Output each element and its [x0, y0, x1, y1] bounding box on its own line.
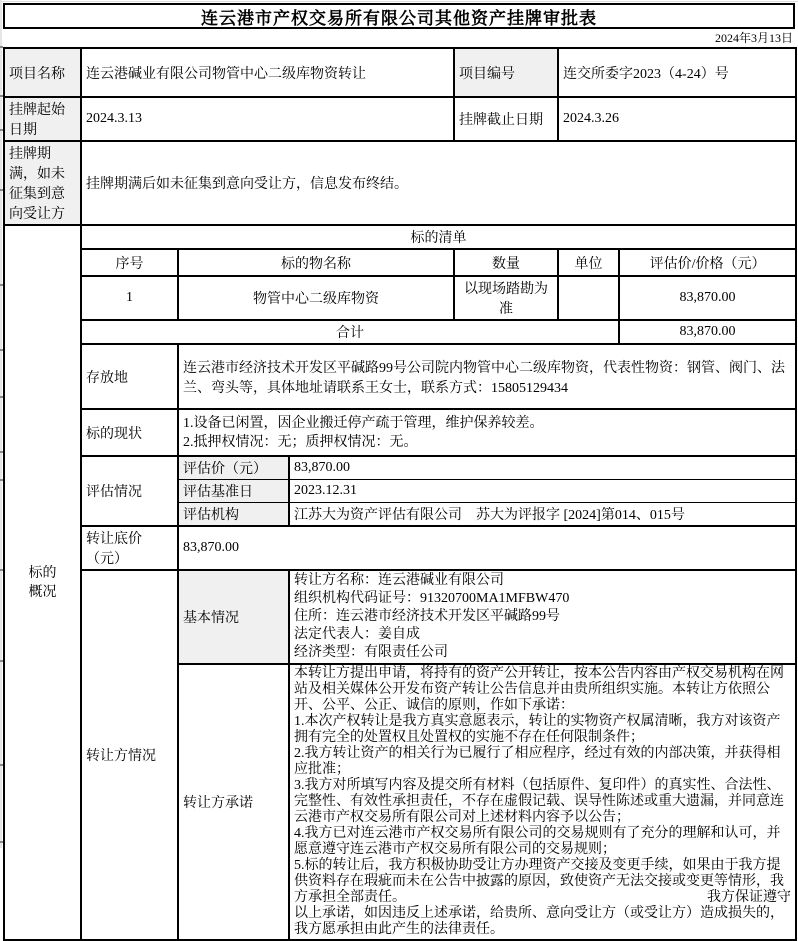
listing-section-title: 标的清单: [81, 225, 796, 249]
cell-seq: 1: [81, 276, 178, 320]
project-name-label: 项目名称: [4, 48, 81, 97]
col-header-name: 标的物名称: [178, 249, 454, 276]
subject-overview-label: 标的概况: [4, 225, 81, 940]
document-date: 2024年3月13日: [714, 31, 793, 45]
transferor-basic-label: 基本情况: [178, 570, 289, 664]
valuation-agency-label: 评估机构: [178, 503, 289, 527]
transferor-label: 转让方情况: [81, 570, 178, 940]
project-code-value: 连交所委字2023（4-24）号: [558, 48, 796, 97]
listing-start-value: 2024.3.13: [81, 97, 454, 141]
valuation-date-label: 评估基准日: [178, 480, 289, 503]
col-header-qty: 数量: [454, 249, 558, 276]
document-title: 连云港市产权交易所有限公司其他资产挂牌审批表: [3, 3, 795, 29]
col-header-seq: 序号: [81, 249, 178, 276]
col-header-price: 评估价/价格（元）: [619, 249, 796, 276]
cell-qty: 以现场踏勘为准: [454, 276, 558, 320]
valuation-date-value: 2023.12.31: [289, 480, 796, 503]
valuation-label: 评估情况: [81, 456, 178, 526]
project-code-label: 项目编号: [454, 48, 558, 97]
cell-unit: [558, 276, 619, 320]
col-header-unit: 单位: [558, 249, 619, 276]
expiry-label: 挂牌期满，如未征集到意向受让方: [4, 141, 81, 225]
listing-end-value: 2024.3.26: [558, 97, 796, 141]
valuation-price-label: 评估价（元）: [178, 456, 289, 480]
gridline-left: [0, 0, 2, 848]
valuation-price-value: 83,870.00: [289, 456, 796, 480]
storage-label: 存放地: [81, 344, 178, 409]
approval-form-table: [3, 47, 797, 941]
gridline-top: [0, 1, 798, 2]
transferor-promise-value: 本转让方提出申请，将持有的资产公开转让，按本公告内容由产权交易机构在网站及相关媒体公开发布资产转让公告信息并由贵所组织实施。本转让方依照公开、公平、公正、诚信的原则，作如下承诺： 1.本次产权转让是我方真实意愿表示，转让的实物资产权属清晰，我方对该资产拥有完全的处置权且处置权的实施不存在任何限制条件； 2.我方转让资产的相关行为已履行了相应程序，经过有效的内部决策，并获得相应批准； 3.我方对所填写内容及提交所有材料（包括原件、复印件）的真实性、合法性、完整性、有效性承担责任，不存在虚假记载、误导性陈述或重大遗漏，并同意连云港市产权交易所有限公司对上述材料内容予以公告； 4.我方已对连云港市产权交易所有限公司的交易规则有了充分的理解和认可，并愿意遵守连云港市产权交易所有限公司的交易规则； 5.标的转让后，我方积极协助受让方办理资产交接及变更手续，如果由于我方提供资料存在瑕疵而未在公告中披露的原因，致使资产无法交接或变更等情形，我方承担全部责任。 我方保证遵守 以上承诺，如因违反上述承诺，给贵所、意向受让方（或受让方）造成损失的，我方愿承担由此产生的法律责任。: [289, 664, 796, 940]
listing-start-label: 挂牌起始日期: [4, 97, 81, 141]
floor-price-value: 83,870.00: [178, 526, 796, 570]
valuation-agency-value: 江苏大为资产评估有限公司 苏大为评报字 [2024]第014、015号: [289, 503, 796, 527]
listing-end-label: 挂牌截止日期: [454, 97, 558, 141]
status-value: 1.设备已闲置，因企业搬迁停产疏于管理，维护保养较差。 2.抵押权情况：无；质押权情况：无。: [178, 409, 796, 456]
total-label: 合计: [81, 320, 619, 344]
expiry-value: 挂牌期满后如未征集到意向受让方，信息发布终结。: [81, 141, 796, 225]
transferor-promise-label: 转让方承诺: [178, 664, 289, 940]
transferor-basic-value: 转让方名称：连云港碱业有限公司 组织机构代码证号：91320700MA1MFBW470 住所：连云港市经济技术开发区平碱路99号 法定代表人：姜自成 经济类型：有限责任公司: [289, 570, 796, 664]
promise-item-5: 5.标的转让后，我方积极协助受让方办理资产交接及变更手续，如果由于我方提供资料存在瑕疵而未在公告中披露的原因，致使资产无法交接或变更等情形，我方承担全部责任。 我方保证遵守: [294, 858, 792, 905]
project-name-value: 连云港碱业有限公司物管中心二级库物资转让: [81, 48, 454, 97]
status-label: 标的现状: [81, 409, 178, 456]
cell-name: 物管中心二级库物资: [178, 276, 454, 320]
floor-price-label: 转让底价（元）: [81, 526, 178, 570]
cell-price: 83,870.00: [619, 276, 796, 320]
storage-value: 连云港市经济技术开发区平碱路99号公司院内物管中心二级库物资，代表性物资：钢管、阀门、法兰、弯头等，具体地址请联系王女士，联系方式：15805129434: [178, 344, 796, 409]
total-value: 83,870.00: [619, 320, 796, 344]
table-row: [4, 276, 796, 320]
